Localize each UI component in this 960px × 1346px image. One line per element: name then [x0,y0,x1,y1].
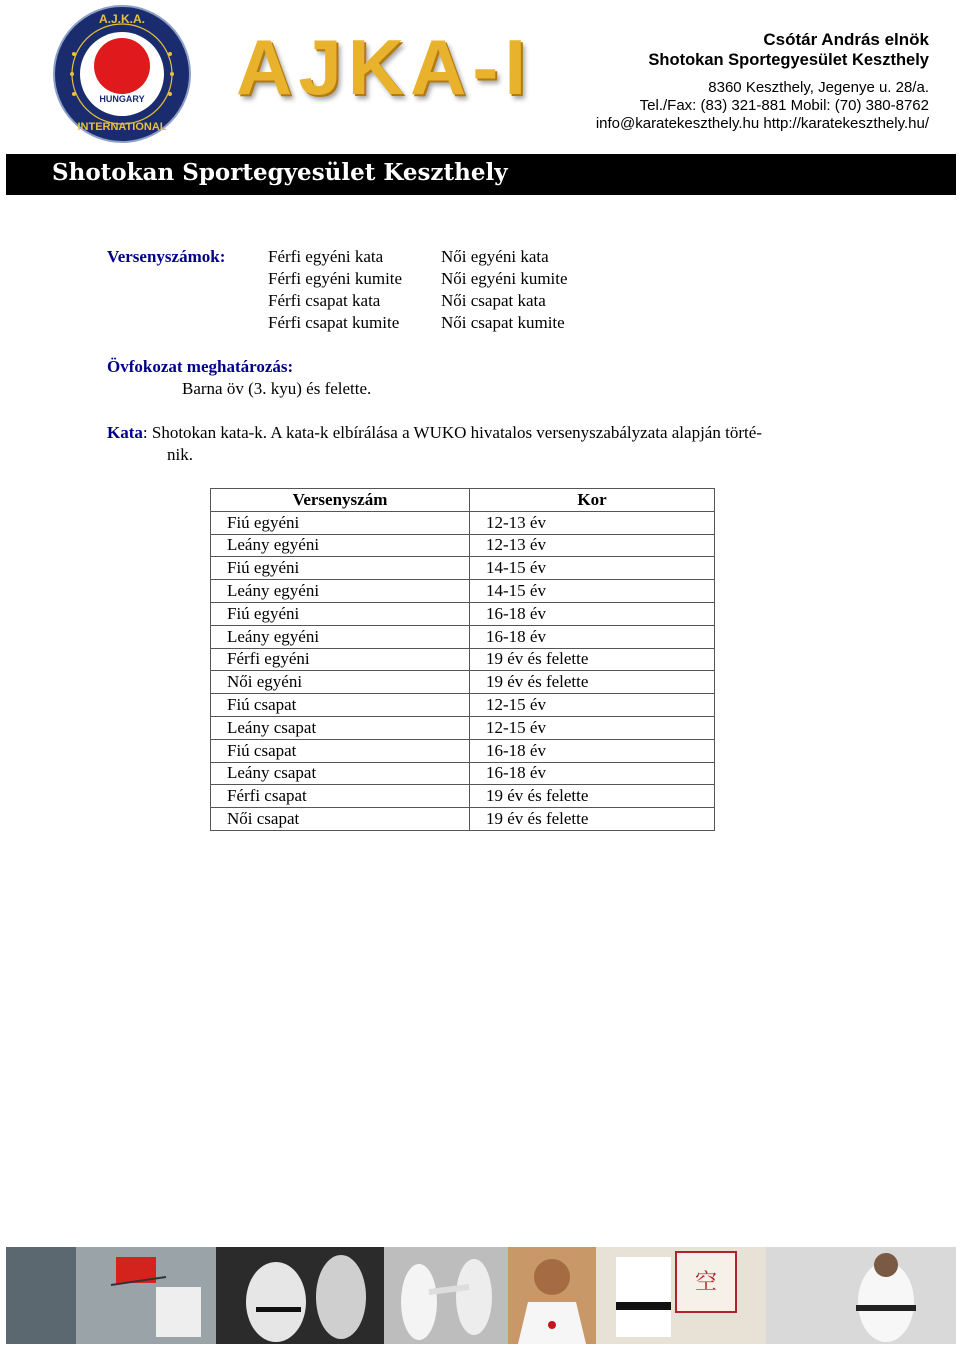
table-row [211,716,715,739]
events-label: Versenyszámok: [107,247,226,266]
karateka-stance-photo [766,1247,956,1344]
black-belt-photo [596,1247,766,1344]
event-item: Női csapat kumite [441,313,565,332]
referee-flag-photo [6,1247,216,1344]
table-row [211,808,715,831]
column-header: Versenyszám [211,489,470,512]
table-row [211,557,715,580]
table-row [211,762,715,785]
age-cell: 12-15 év [470,716,715,739]
belt-title: Övfokozat meghatározás: [107,357,294,376]
event-cell: Leány csapat [211,762,470,785]
table-row [211,602,715,625]
event-cell: Fiú egyéni [211,557,470,580]
logo-ring-text: A.J.K.A. [98,12,146,26]
table-header-row [211,489,715,512]
table-row [211,534,715,557]
contact-phone: Tel./Fax: (83) 321-881 Mobil: (70) 380-8762 [639,97,929,114]
event-cell: Fiú csapat [211,739,470,762]
event-cell: Fiú egyéni [211,602,470,625]
age-cell: 19 év és felette [470,808,715,831]
category-table [210,488,715,831]
events-women-list [441,246,568,334]
contact-org: Shotokan Sportegyesület Keszthely [648,51,929,69]
event-item: Férfi egyéni kumite [268,269,403,288]
age-cell: 12-15 év [470,694,715,717]
event-cell: Leány egyéni [211,534,470,557]
table-row [211,739,715,762]
banner-title: Shotokan Sportegyesület Keszthely [52,159,508,186]
age-cell: 12-13 év [470,511,715,534]
age-cell: 16-18 év [470,602,715,625]
event-item: Női egyéni kata [441,247,549,266]
table-row [211,625,715,648]
event-cell: Leány egyéni [211,625,470,648]
age-cell: 19 év és felette [470,671,715,694]
event-cell: Férfi csapat [211,785,470,808]
table-row [211,580,715,603]
event-item: Férfi csapat kata [268,291,381,310]
age-cell: 16-18 év [470,625,715,648]
table-row [211,785,715,808]
logo-bottom-text: INTERNATIONAL [77,121,167,133]
kata-line2: nik. [167,445,193,464]
table-body [211,511,715,830]
event-cell: Leány csapat [211,716,470,739]
age-cell: 19 év és felette [470,648,715,671]
photo-strip [6,1247,956,1344]
event-cell: Fiú egyéni [211,511,470,534]
event-item: Férfi csapat kumite [268,313,400,332]
ajka-logo [52,4,192,144]
event-cell: Leány egyéni [211,580,470,603]
table-row [211,511,715,534]
column-header: Kor [470,489,715,512]
contact-address: 8360 Keszthely, Jegenye u. 28/a. [708,79,929,96]
table-row [211,648,715,671]
event-cell: Férfi egyéni [211,648,470,671]
age-cell: 16-18 év [470,762,715,785]
age-cell: 14-15 év [470,580,715,603]
contact-block [596,30,929,133]
table-row [211,694,715,717]
header-banner [6,154,956,195]
age-cell: 12-13 év [470,534,715,557]
event-cell: Fiú csapat [211,694,470,717]
belt-text: Barna öv (3. kyu) és felette. [182,379,372,398]
svg-text:空: 空 [694,1270,718,1295]
sensei-portrait-photo [508,1247,596,1344]
kata-label: Kata [107,423,143,442]
contact-name: Csótár András elnök [763,30,929,49]
event-cell: Női csapat [211,808,470,831]
contact-web: info@karatekeszthely.hu http://karatekeszthely.hu/ [595,115,929,132]
logo-country: HUNGARY [99,94,145,104]
events-men-list [268,246,402,334]
red-sun-icon [94,38,150,94]
event-item: Női csapat kata [441,291,546,310]
event-item: Női egyéni kumite [441,269,568,288]
age-cell: 19 év és felette [470,785,715,808]
brand-word: AJKA-I [236,23,533,111]
kata-paragraph [107,422,867,466]
table-row [211,671,715,694]
age-cell: 16-18 év [470,739,715,762]
kumite-kick-photo [384,1247,508,1344]
age-cell: 14-15 év [470,557,715,580]
event-cell: Női egyéni [211,671,470,694]
kata-line1: : Shotokan kata-k. A kata-k elbírálása a WUKO hivatalos versenyszabályzata alapján törté- [142,423,762,442]
karate-bw-photo [216,1247,384,1344]
event-item: Férfi egyéni kata [268,247,384,266]
